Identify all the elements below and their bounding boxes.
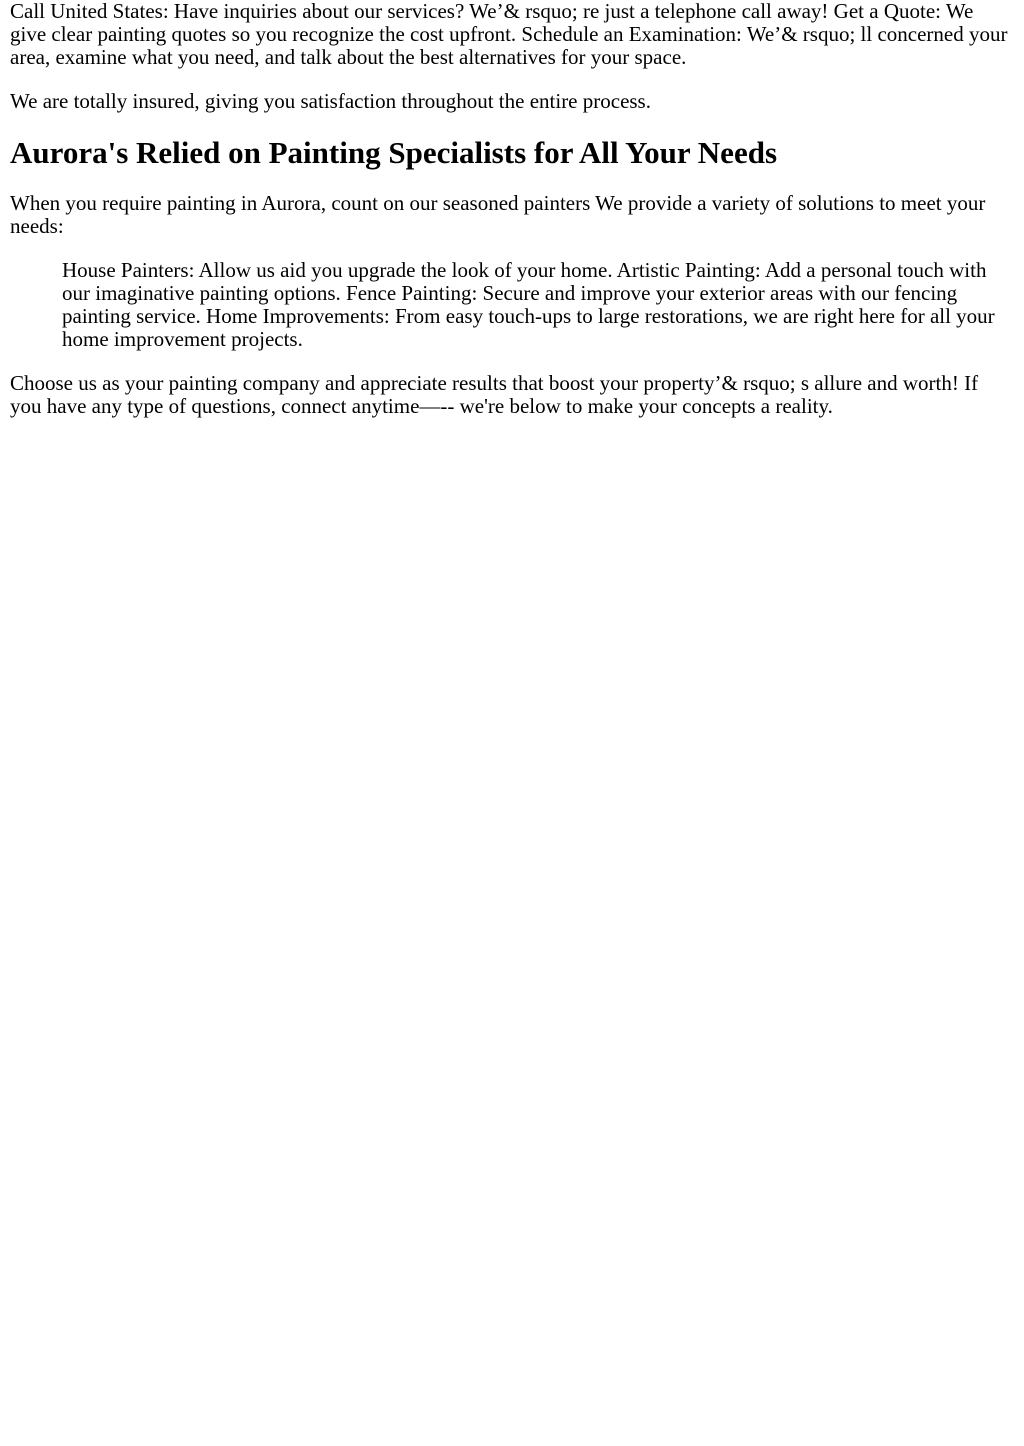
insured-paragraph: We are totally insured, giving you satisfaction throughout the entire process. xyxy=(10,89,651,113)
section-heading: Aurora's Relied on Painting Specialists for All Your Needs xyxy=(10,135,778,170)
services-lead-paragraph: When you require painting in Aurora, count on our seasoned painters We provide a variety of solutions to meet your needs: xyxy=(10,191,986,238)
closing-paragraph: Choose us as your painting company and appreciate results that boost your property’& rsquo; s allure and worth! If you have any type of questions, connect anytime—-- we're below to make your concepts a reality. xyxy=(10,371,979,418)
document-page xyxy=(0,0,1024,418)
intro-paragraph: Call United States: Have inquiries about our services? We’& rsquo; re just a telephone call away! Get a Quote: We give clear painting quotes so you recognize the cost upfront. Schedule an Examination: We’& rsquo; ll concerned your area, examine what you need, and talk about the best alternatives for your space. xyxy=(10,0,1008,69)
services-blockquote: House Painters: Allow us aid you upgrade the look of your home. Artistic Painting: Add a personal touch with our imaginative painting options. Fence Painting: Secure and improve your exterior areas with our fencing painting service. Home Improvements: From easy touch-ups to large restorations, we are right here for all your home improvement projects. xyxy=(62,258,995,351)
